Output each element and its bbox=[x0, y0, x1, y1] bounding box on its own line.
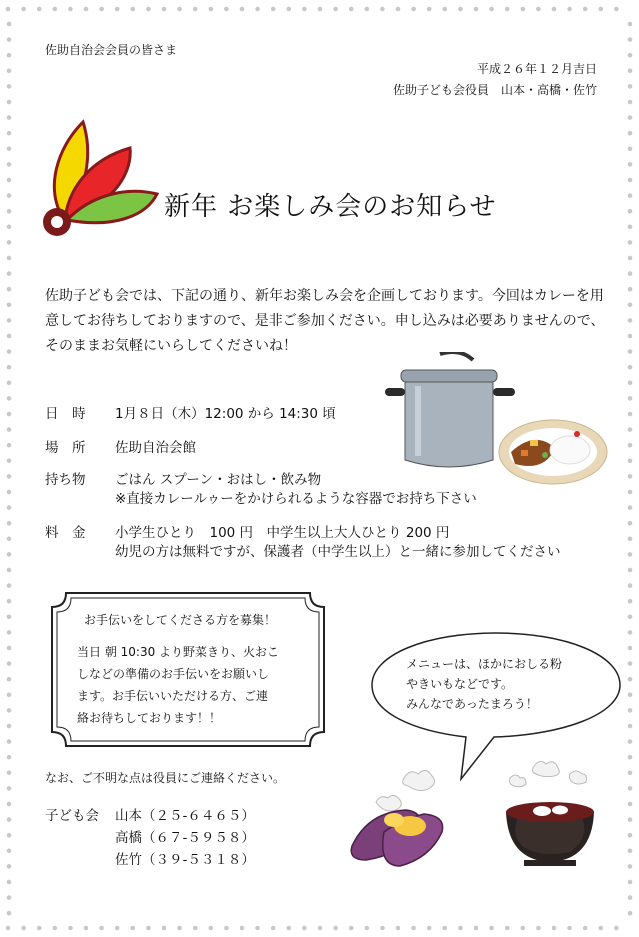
border-dot bbox=[628, 537, 633, 542]
border-dot bbox=[7, 334, 12, 339]
border-dot bbox=[365, 926, 370, 931]
border-dot bbox=[7, 287, 12, 292]
helpers-line-2: しなどの準備のお手伝いをお願いし bbox=[77, 667, 270, 681]
datetime-label: 日 時 bbox=[45, 406, 86, 422]
border-dot bbox=[628, 69, 633, 74]
border-dot bbox=[7, 880, 12, 885]
contact-name: 佐竹 bbox=[115, 852, 142, 868]
border-dot bbox=[628, 84, 633, 89]
border-dot bbox=[396, 7, 401, 12]
border-dot bbox=[349, 7, 354, 12]
border-dot bbox=[162, 926, 167, 931]
border-dot bbox=[7, 209, 12, 214]
border-dot bbox=[7, 318, 12, 323]
border-dot bbox=[7, 240, 12, 245]
border-dot bbox=[427, 7, 432, 12]
border-dot bbox=[7, 225, 12, 230]
border-dot bbox=[53, 926, 58, 931]
fee-label: 料 金 bbox=[45, 525, 86, 541]
border-dot bbox=[536, 7, 541, 12]
border-dot bbox=[6, 7, 11, 12]
border-dot bbox=[193, 7, 198, 12]
items-label: 持ち物 bbox=[45, 472, 86, 488]
border-dot bbox=[7, 84, 12, 89]
border-dot bbox=[7, 193, 12, 198]
contact-name: 山本 bbox=[115, 808, 142, 824]
border-dot bbox=[224, 926, 229, 931]
border-dot bbox=[115, 926, 120, 931]
border-dot bbox=[628, 37, 633, 42]
border-dot bbox=[21, 926, 26, 931]
helpers-line-4: 絡お待ちしております！！ bbox=[77, 711, 222, 725]
border-dot bbox=[614, 926, 619, 931]
border-dot bbox=[209, 7, 214, 12]
border-dot bbox=[411, 926, 416, 931]
border-dot bbox=[7, 365, 12, 370]
detail-place bbox=[45, 436, 196, 456]
border-dot bbox=[7, 693, 12, 698]
border-dot bbox=[7, 115, 12, 120]
border-dot bbox=[458, 7, 463, 12]
border-dot bbox=[458, 926, 463, 931]
border-dot bbox=[628, 895, 633, 900]
border-dot bbox=[628, 115, 633, 120]
contact-name: 高橋 bbox=[115, 830, 142, 846]
border-dot bbox=[271, 926, 276, 931]
border-dot bbox=[628, 786, 633, 791]
border-dot bbox=[628, 708, 633, 713]
border-dot bbox=[271, 7, 276, 12]
border-dot bbox=[115, 7, 120, 12]
border-dot bbox=[349, 926, 354, 931]
border-dot bbox=[599, 7, 604, 12]
border-dot bbox=[628, 162, 633, 167]
border-dot bbox=[628, 396, 633, 401]
border-dot bbox=[255, 7, 260, 12]
border-dot bbox=[489, 926, 494, 931]
contact-phone: （２５-６４６５） bbox=[142, 808, 255, 824]
border-dot bbox=[146, 926, 151, 931]
border-dot bbox=[255, 926, 260, 931]
border-dot bbox=[7, 771, 12, 776]
border-dot bbox=[628, 693, 633, 698]
border-dot bbox=[396, 926, 401, 931]
border-dot bbox=[628, 771, 633, 776]
border-dot bbox=[7, 724, 12, 729]
border-dot bbox=[7, 427, 12, 432]
border-dot bbox=[6, 926, 11, 931]
border-dot bbox=[628, 443, 633, 448]
border-dot bbox=[302, 7, 307, 12]
border-dot bbox=[162, 7, 167, 12]
border-dot bbox=[628, 505, 633, 510]
border-dot bbox=[7, 349, 12, 354]
border-dot bbox=[7, 895, 12, 900]
border-dot bbox=[628, 849, 633, 854]
border-dot bbox=[628, 240, 633, 245]
border-dot bbox=[7, 864, 12, 869]
border-dot bbox=[628, 225, 633, 230]
bubble-line-2: やきいもなどです。 bbox=[406, 677, 514, 691]
contact-row bbox=[115, 804, 255, 824]
border-dot bbox=[552, 926, 557, 931]
border-dot bbox=[287, 7, 292, 12]
border-dot bbox=[7, 37, 12, 42]
border-dot bbox=[146, 7, 151, 12]
border-dot bbox=[7, 178, 12, 183]
border-dot bbox=[7, 474, 12, 479]
border-dot bbox=[7, 739, 12, 744]
contact-row bbox=[115, 848, 255, 868]
border-dot bbox=[7, 459, 12, 464]
inquiry-line: なお、ご不明な点は役員にご連絡ください。 bbox=[45, 771, 286, 785]
border-dot bbox=[583, 926, 588, 931]
border-dot bbox=[7, 271, 12, 276]
border-dot bbox=[7, 69, 12, 74]
border-dot bbox=[7, 381, 12, 386]
border-dot bbox=[628, 22, 633, 27]
border-dot bbox=[7, 755, 12, 760]
helpers-notice-box bbox=[50, 591, 326, 748]
border-dot bbox=[628, 209, 633, 214]
border-dot bbox=[505, 7, 510, 12]
border-dot bbox=[7, 303, 12, 308]
border-dot bbox=[628, 724, 633, 729]
border-dot bbox=[628, 318, 633, 323]
intro-paragraph: 佐助子ども会では、下記の通り、新年お楽しみ会を企画しております。今回はカレーを用意してお待ちしておりますので、是非ご参加ください。申し込みは必要ありませんので、そのままお気軽にいらしてくださいね！ bbox=[45, 288, 605, 354]
border-dot bbox=[177, 926, 182, 931]
border-dot bbox=[411, 7, 416, 12]
recipient-line: 佐助自治会会員の皆さま bbox=[45, 43, 178, 57]
fee-note: 幼児の方は無料ですが、保護者（中学生以上）と一緒に参加してください bbox=[115, 544, 561, 560]
border-dot bbox=[628, 864, 633, 869]
border-dot bbox=[193, 926, 198, 931]
items-note: ※直接カレールゥーをかけられるような容器でお持ち下さい bbox=[115, 491, 477, 507]
border-dot bbox=[224, 7, 229, 12]
border-dot bbox=[53, 7, 58, 12]
border-dot bbox=[505, 926, 510, 931]
border-dot bbox=[302, 926, 307, 931]
border-dot bbox=[443, 7, 448, 12]
border-dot bbox=[628, 474, 633, 479]
contact-phone: （６７-５９５８） bbox=[142, 830, 255, 846]
border-dot bbox=[7, 162, 12, 167]
border-dot bbox=[7, 505, 12, 510]
border-dot bbox=[628, 459, 633, 464]
border-dot bbox=[614, 7, 619, 12]
border-dot bbox=[628, 131, 633, 136]
detail-fee bbox=[45, 521, 449, 541]
border-dot bbox=[628, 911, 633, 916]
border-dot bbox=[7, 817, 12, 822]
sender-line: 佐助子ども会役員 山本・高橋・佐竹 bbox=[392, 83, 597, 97]
border-dot bbox=[318, 926, 323, 931]
border-dot bbox=[99, 7, 104, 12]
border-dot bbox=[628, 349, 633, 354]
border-dot bbox=[628, 755, 633, 760]
border-dot bbox=[628, 490, 633, 495]
border-dot bbox=[628, 427, 633, 432]
border-dot bbox=[333, 7, 338, 12]
contacts-group-label: 子ども会 bbox=[45, 808, 99, 824]
border-dot bbox=[443, 926, 448, 931]
items-value: ごはん スプーン・おはし・飲み物 bbox=[115, 472, 322, 488]
border-dot bbox=[489, 7, 494, 12]
border-dot bbox=[628, 568, 633, 573]
border-dot bbox=[628, 833, 633, 838]
border-dot bbox=[7, 131, 12, 136]
border-dot bbox=[628, 303, 633, 308]
border-dot bbox=[380, 7, 385, 12]
date-line: 平成２６年１２月吉日 bbox=[476, 62, 597, 76]
border-dot bbox=[7, 412, 12, 417]
border-dot bbox=[99, 926, 104, 931]
border-dot bbox=[628, 287, 633, 292]
border-dot bbox=[7, 537, 12, 542]
helpers-line-1: 当日 朝 10:30 より野菜きり、火おこ bbox=[77, 645, 280, 659]
border-dot bbox=[536, 926, 541, 931]
border-dot bbox=[628, 646, 633, 651]
border-dot bbox=[7, 802, 12, 807]
border-dot bbox=[628, 256, 633, 261]
border-dot bbox=[628, 193, 633, 198]
border-dot bbox=[7, 552, 12, 557]
border-dot bbox=[567, 7, 572, 12]
border-dot bbox=[68, 926, 73, 931]
border-dot bbox=[365, 7, 370, 12]
border-dot bbox=[7, 599, 12, 604]
border-dot bbox=[628, 661, 633, 666]
border-dot bbox=[7, 443, 12, 448]
border-dot bbox=[7, 708, 12, 713]
sweet-potato-illustration bbox=[348, 762, 448, 874]
border-dot bbox=[628, 521, 633, 526]
helpers-line-3: ます。お手伝いいただける方、ご連 bbox=[77, 689, 269, 703]
border-dot bbox=[628, 178, 633, 183]
border-dot bbox=[583, 7, 588, 12]
border-dot bbox=[240, 7, 245, 12]
border-dot bbox=[7, 568, 12, 573]
bubble-line-1: メニューは、ほかにおしる粉 bbox=[406, 657, 563, 671]
border-dot bbox=[7, 396, 12, 401]
border-dot bbox=[599, 926, 604, 931]
border-dot bbox=[521, 926, 526, 931]
border-dot bbox=[7, 615, 12, 620]
border-dot bbox=[7, 100, 12, 105]
border-dot bbox=[37, 926, 42, 931]
border-dot bbox=[7, 661, 12, 666]
curry-pot-illustration bbox=[385, 352, 613, 492]
border-dot bbox=[7, 911, 12, 916]
border-dot bbox=[474, 926, 479, 931]
border-dot bbox=[628, 880, 633, 885]
place-value: 佐助自治会館 bbox=[115, 440, 196, 456]
helpers-heading: お手伝いをしてくださる方を募集！ bbox=[84, 613, 277, 627]
border-dot bbox=[628, 817, 633, 822]
border-dot bbox=[628, 334, 633, 339]
border-dot bbox=[84, 7, 89, 12]
fee-value: 小学生ひとり 100 円 中学生以上大人ひとり 200 円 bbox=[115, 525, 450, 541]
bubble-line-3: みんなであったまろう！ bbox=[406, 697, 538, 711]
border-dot bbox=[7, 677, 12, 682]
border-dot bbox=[7, 256, 12, 261]
border-dot bbox=[628, 53, 633, 58]
border-dot bbox=[7, 833, 12, 838]
border-dot bbox=[427, 926, 432, 931]
border-dot bbox=[628, 677, 633, 682]
border-dot bbox=[628, 739, 633, 744]
contact-row bbox=[115, 826, 255, 846]
border-dot bbox=[628, 100, 633, 105]
border-dot bbox=[628, 583, 633, 588]
border-dot bbox=[7, 521, 12, 526]
border-dot bbox=[628, 271, 633, 276]
border-dot bbox=[628, 412, 633, 417]
border-dot bbox=[7, 646, 12, 651]
border-dot bbox=[567, 926, 572, 931]
border-dot bbox=[209, 926, 214, 931]
border-dot bbox=[628, 147, 633, 152]
contact-phone: （３９-５３１８） bbox=[142, 852, 255, 868]
border-dot bbox=[7, 53, 12, 58]
border-dot bbox=[628, 599, 633, 604]
border-dot bbox=[68, 7, 73, 12]
border-dot bbox=[7, 786, 12, 791]
border-dot bbox=[474, 7, 479, 12]
detail-datetime bbox=[45, 402, 336, 422]
border-dot bbox=[240, 926, 245, 931]
border-dot bbox=[37, 7, 42, 12]
border-dot bbox=[628, 802, 633, 807]
border-dot bbox=[628, 552, 633, 557]
border-dot bbox=[521, 7, 526, 12]
leaf-flower-illustration bbox=[35, 118, 165, 246]
place-label: 場 所 bbox=[45, 440, 86, 456]
border-dot bbox=[333, 926, 338, 931]
border-dot bbox=[7, 630, 12, 635]
page-title: 新年 お楽しみ会のお知らせ bbox=[164, 192, 497, 222]
border-dot bbox=[84, 926, 89, 931]
border-dot bbox=[628, 365, 633, 370]
border-dot bbox=[177, 7, 182, 12]
border-dot bbox=[7, 490, 12, 495]
zenzai-bowl-illustration bbox=[500, 758, 600, 870]
border-dot bbox=[7, 22, 12, 27]
detail-items bbox=[45, 468, 321, 488]
border-dot bbox=[7, 583, 12, 588]
border-dot bbox=[131, 926, 136, 931]
border-dot bbox=[628, 381, 633, 386]
border-dot bbox=[628, 615, 633, 620]
border-dot bbox=[131, 7, 136, 12]
border-dot bbox=[7, 147, 12, 152]
border-dot bbox=[7, 849, 12, 854]
border-dot bbox=[21, 7, 26, 12]
border-dot bbox=[552, 7, 557, 12]
datetime-value: 1月８日（木）12:00 から 14:30 頃 bbox=[115, 406, 336, 422]
border-dot bbox=[318, 7, 323, 12]
border-dot bbox=[287, 926, 292, 931]
border-dot bbox=[628, 630, 633, 635]
border-dot bbox=[380, 926, 385, 931]
